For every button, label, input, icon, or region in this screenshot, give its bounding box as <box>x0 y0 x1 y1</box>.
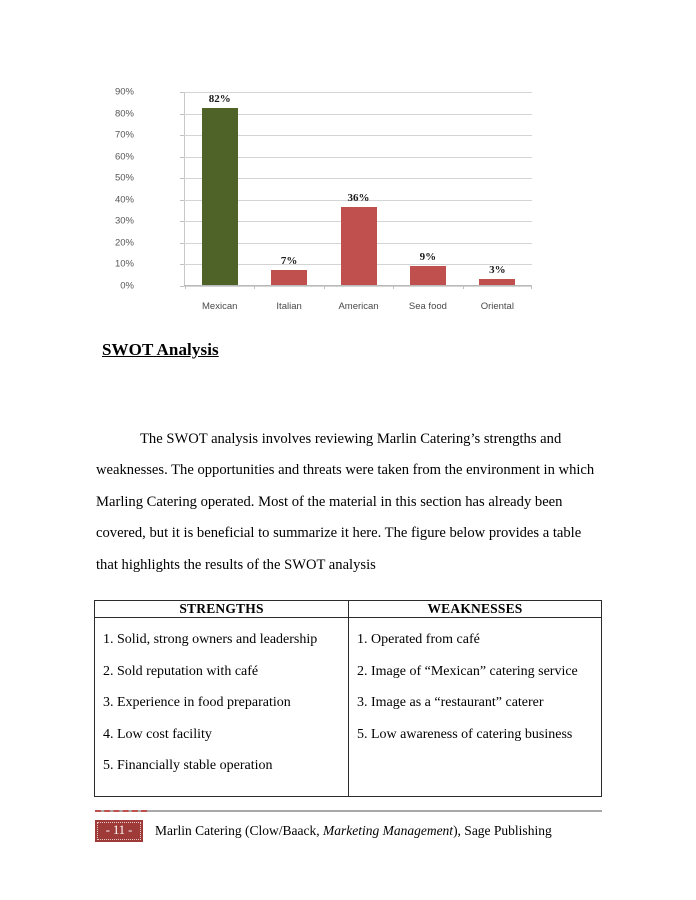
paragraph-text: The SWOT analysis involves reviewing Marlin Catering’s strengths and weaknesses. The opportunities and threats were taken from the environment in which Marling Catering operated. Most of the material in this section has already been covered, but it is beneficial to summarize it here. The figure below provides a table that highlights the results of the SWOT analysis <box>96 430 595 573</box>
footer-citation-before: Marlin Catering (Clow/Baack, <box>155 823 323 838</box>
y-tick-label: 0% <box>120 280 134 292</box>
weaknesses-cell <box>349 618 602 797</box>
footer-citation-after: ), Sage Publishing <box>453 823 552 838</box>
y-tick-mark <box>180 221 184 222</box>
y-tick-label: 60% <box>114 151 134 163</box>
list-item: 2. Image of “Mexican” catering service <box>357 663 578 679</box>
table-header-row <box>95 601 602 618</box>
x-tick-mark <box>531 285 532 289</box>
x-tick-mark <box>463 285 464 289</box>
y-tick-label: 80% <box>114 108 134 120</box>
bar-slot <box>393 92 462 285</box>
swot-table <box>94 600 602 797</box>
category-label: Italian <box>276 301 302 312</box>
bar <box>341 192 377 285</box>
bar <box>271 254 307 285</box>
y-tick-label: 50% <box>114 172 134 184</box>
bar-value-label: 36% <box>347 192 370 205</box>
bar-value-label: 7% <box>280 254 298 267</box>
category-label: American <box>338 301 379 312</box>
page-title: SWOT Analysis <box>102 340 219 359</box>
y-tick-label: 40% <box>114 194 134 206</box>
strengths-list <box>95 618 348 796</box>
y-tick-mark <box>180 286 184 287</box>
footer-citation <box>155 823 552 839</box>
bar-slot <box>254 92 323 285</box>
column-header-strengths: STRENGTHS <box>95 601 349 618</box>
y-tick-mark <box>180 264 184 265</box>
list-item: 5. Low awareness of catering business <box>357 726 573 742</box>
y-tick-mark <box>180 243 184 244</box>
y-tick-mark <box>180 135 184 136</box>
bar-slot <box>185 92 254 285</box>
chart-plot-area <box>184 92 532 286</box>
weaknesses-list <box>349 618 601 764</box>
y-tick-mark <box>180 200 184 201</box>
list-item: 3. Image as a “restaurant” caterer <box>357 695 544 710</box>
list-item: 2. Sold reputation with café <box>103 663 259 679</box>
list-item: 5. Financially stable operation <box>103 758 273 773</box>
y-tick-label: 10% <box>114 258 134 270</box>
list-item: 4. Low cost facility <box>103 726 212 742</box>
table-row <box>95 618 602 797</box>
footer-divider <box>95 810 602 812</box>
y-tick-label: 90% <box>114 86 134 98</box>
category-label: Sea food <box>408 301 447 312</box>
y-tick-label: 30% <box>114 215 134 227</box>
page-number-badge: - 11 - <box>95 820 143 842</box>
y-tick-label: 20% <box>114 237 134 249</box>
bar-value-label: 82% <box>208 93 231 106</box>
x-tick-mark <box>324 285 325 289</box>
chart-bars <box>185 92 532 285</box>
list-item: 3. Experience in food preparation <box>103 695 291 710</box>
x-tick-mark <box>254 285 255 289</box>
category-label: Mexican <box>202 301 238 312</box>
x-tick-mark <box>185 285 186 289</box>
list-item: 1. Operated from café <box>357 632 480 647</box>
bar-value-label: 3% <box>489 263 506 276</box>
bar-value-label: 9% <box>419 250 437 263</box>
bar-slot <box>324 92 393 285</box>
footer-divider-accent <box>95 810 147 812</box>
bar <box>202 93 238 285</box>
body-paragraph <box>96 424 596 582</box>
footer-citation-title: Marketing Management <box>322 823 454 838</box>
page-footer <box>95 820 552 842</box>
x-tick-mark <box>393 285 394 289</box>
y-tick-mark <box>180 114 184 115</box>
y-tick-label: 70% <box>114 129 134 141</box>
bar <box>479 263 515 285</box>
strengths-cell <box>95 618 349 797</box>
column-header-weaknesses: WEAKNESSES <box>349 601 602 618</box>
footer-divider-line <box>95 810 602 812</box>
chart-category-labels <box>185 301 532 312</box>
category-label: Oriental <box>480 301 514 312</box>
bar <box>410 250 446 285</box>
bar-chart-figure <box>114 86 540 318</box>
y-tick-mark <box>180 157 184 158</box>
y-tick-mark <box>180 178 184 179</box>
bar-slot <box>463 92 532 285</box>
gridline <box>184 286 532 287</box>
y-tick-mark <box>180 92 184 93</box>
list-item: 1. Solid, strong owners and leadership <box>103 632 318 647</box>
